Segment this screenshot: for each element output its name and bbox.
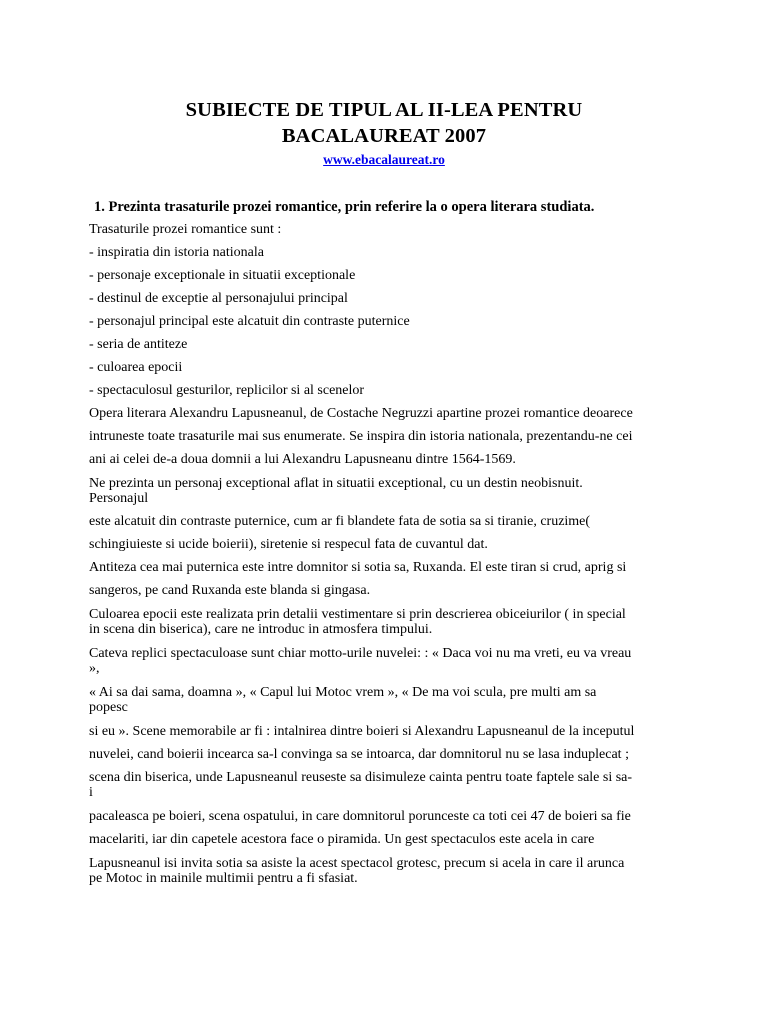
paragraph-line: - spectaculosul gesturilor, replicilor si al scenelor bbox=[89, 383, 365, 398]
paragraph-line: pe Motoc in mainile multimii pentru a fi sfasiat. bbox=[89, 871, 358, 886]
paragraph-line: - personaje exceptionale in situatii exceptionale bbox=[89, 268, 356, 283]
paragraph-line: Lapusneanul isi invita sotia sa asiste la acest spectacol grotesc, precum si acela in care il arunca bbox=[89, 856, 625, 871]
paragraph-line: sangeros, pe cand Ruxanda este blanda si gingasa. bbox=[89, 583, 371, 598]
paragraph-line: - culoarea epocii bbox=[89, 360, 183, 375]
paragraph-line: - seria de antiteze bbox=[89, 337, 188, 352]
paragraph-line: - destinul de exceptie al personajului principal bbox=[89, 291, 348, 306]
paragraph-line: « Ai sa dai sama, doamna », « Capul lui Motoc vrem », « De ma voi scula, pre multi am sa bbox=[89, 685, 597, 700]
website-link[interactable]: www.ebacalaureat.ro bbox=[323, 152, 445, 167]
paragraph-line: Personajul bbox=[89, 491, 149, 506]
paragraph-line: macelariti, iar din capetele acestora face o piramida. Un gest spectaculos este acela in care bbox=[89, 832, 595, 847]
paragraph-line: schingiuieste si ucide boierii), siretenie si respecul fata de cuvantul dat. bbox=[89, 537, 488, 552]
page-title-line-2: BACALAUREAT 2007 bbox=[281, 125, 487, 147]
paragraph-line: nuvelei, cand boierii incearca sa-l convinga sa se intoarca, dar domnitorul nu se lasa induplecat ; bbox=[89, 747, 629, 762]
question-heading: 1. Prezinta trasaturile prozei romantice, prin referire la o opera literara studiata. bbox=[94, 199, 595, 215]
paragraph-line: i bbox=[89, 785, 93, 800]
paragraph-line: scena din biserica, unde Lapusneanul reuseste sa disimuleze cainta pentru toate faptele sale si sa- bbox=[89, 770, 633, 785]
paragraph-line: Opera literara Alexandru Lapusneanul, de Costache Negruzzi apartine prozei romantice deoarece bbox=[89, 406, 633, 421]
paragraph-line: pacaleasca pe boieri, scena ospatului, in care domnitorul porunceste ca toti cei 47 de boieri sa fie bbox=[89, 809, 631, 824]
paragraph-line: in scena din biserica), care ne introduc in atmosfera timpului. bbox=[89, 622, 433, 637]
paragraph-line: ani ai celei de-a doua domnii a lui Alexandru Lapusneanu dintre 1564-1569. bbox=[89, 452, 516, 467]
paragraph-line: », bbox=[89, 661, 100, 676]
paragraph-line: - inspiratia din istoria nationala bbox=[89, 245, 264, 260]
paragraph-line: este alcatuit din contraste puternice, cum ar fi blandete fata de sotia sa si tiranie, cruzime( bbox=[89, 514, 591, 529]
paragraph-line: Antiteza cea mai puternica este intre domnitor si sotia sa, Ruxanda. El este tiran si crud, aprig si bbox=[89, 560, 627, 575]
paragraph-line: Cateva replici spectaculoase sunt chiar motto-urile nuvelei: : « Daca voi nu ma vreti, eu va vreau bbox=[89, 646, 632, 661]
paragraph-line: Culoarea epocii este realizata prin detalii vestimentare si prin descrierea obiceiurilor ( in special bbox=[89, 607, 626, 622]
paragraph-line: popesc bbox=[89, 700, 128, 715]
paragraph-line: intruneste toate trasaturile mai sus enumerate. Se inspira din istoria nationala, prezentandu-ne cei bbox=[89, 429, 633, 444]
paragraph-line: Ne prezinta un personaj exceptional aflat in situatii exceptional, cu un destin neobisnuit. bbox=[89, 476, 583, 491]
paragraph-line: Trasaturile prozei romantice sunt : bbox=[89, 222, 282, 237]
paragraph-line: si eu ». Scene memorabile ar fi : intalnirea dintre boieri si Alexandru Lapusneanul de la inceputul bbox=[89, 724, 635, 739]
page-title-line-1: SUBIECTE DE TIPUL AL II-LEA PENTRU bbox=[185, 99, 583, 121]
paragraph-line: - personajul principal este alcatuit din contraste puternice bbox=[89, 314, 410, 329]
